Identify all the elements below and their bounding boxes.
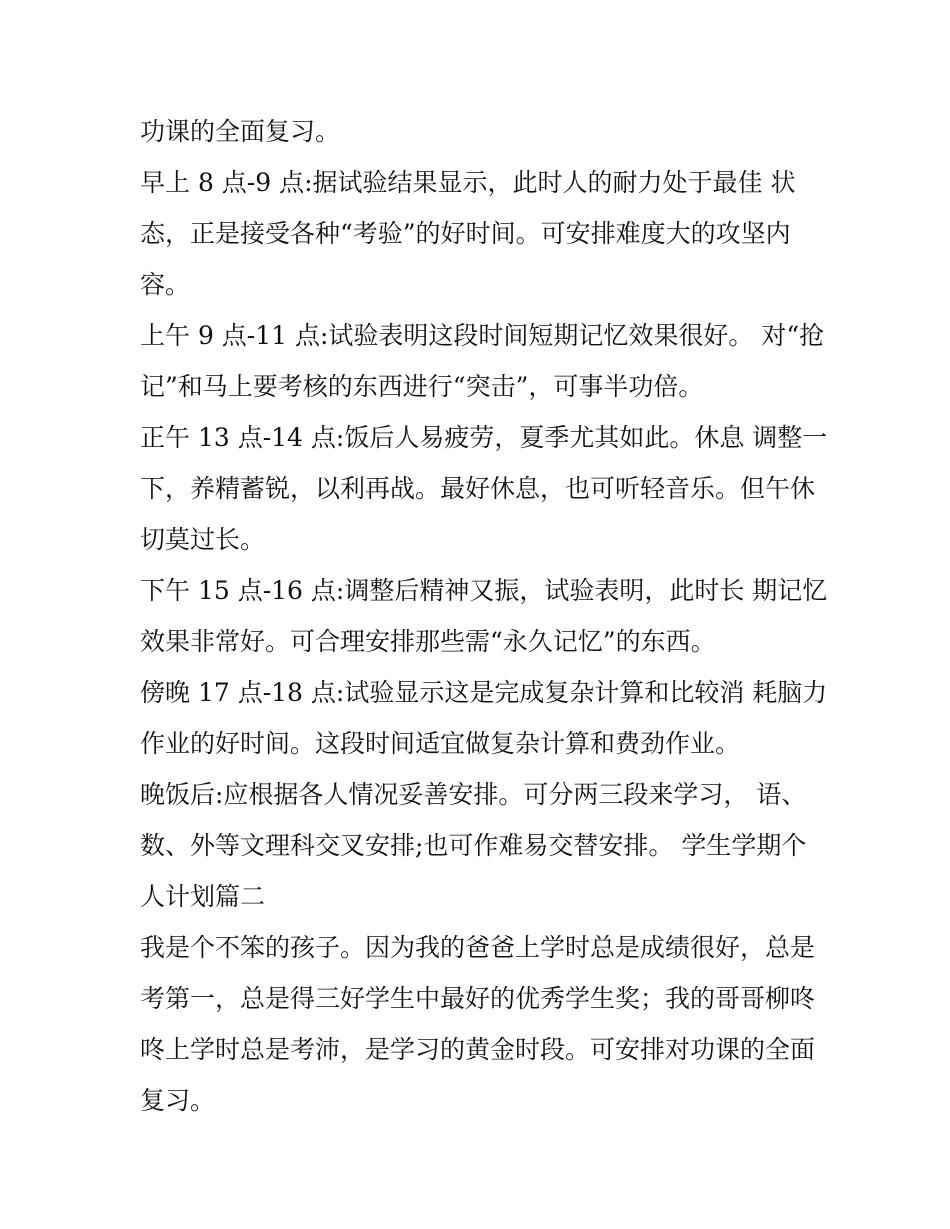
text-line: 晚饭后:应根据各人情况妥善安排。可分两三段来学习， 语、 xyxy=(140,780,807,809)
text-line: 下，养精蓄锐，以利再战。最好休息，也可听轻音乐。但午休 xyxy=(140,474,816,503)
text-line: 功课的全面复习。 xyxy=(140,117,341,146)
text-line: 复习。 xyxy=(140,1086,216,1115)
text-line: 我是个不笨的孩子。因为我的爸爸上学时总是成绩很好，总是 xyxy=(140,933,816,962)
text-line: 上午 9 点-11 点:试验表明这段时间短期记忆效果很好。 对“抢 xyxy=(140,321,825,350)
text-line: 记”和马上要考核的东西进行“突击”，可事半功倍。 xyxy=(140,372,704,401)
text-line: 切莫过长。 xyxy=(140,525,266,554)
text-line: 容。 xyxy=(140,270,191,299)
text-line: 态，正是接受各种“考验”的好时间。可安排难度大的攻坚内 xyxy=(140,219,791,248)
section-heading-line: 人计划篇二 xyxy=(140,882,266,911)
text-line: 下午 15 点-16 点:调整后精神又振，试验表明，此时长 期记忆 xyxy=(140,576,828,605)
text-line: 作业的好时间。这段时间适宜做复杂计算和费劲作业。 xyxy=(140,729,741,758)
text-line: 数、外等文理科交叉安排;也可作难易交替安排。 学生学期个 xyxy=(140,831,807,860)
text-line: 效果非常好。可合理安排那些需“永久记忆”的东西。 xyxy=(140,627,716,656)
text-line: 早上 8 点-9 点:据试验结果显示，此时人的耐力处于最佳 状 xyxy=(140,168,796,197)
text-line: 正午 13 点-14 点:饭后人易疲劳，夏季尤其如此。休息 调整一 xyxy=(140,423,828,452)
text-line: 考第一，总是得三好学生中最好的优秀学生奖；我的哥哥柳咚 xyxy=(140,984,816,1013)
text-line: 咚上学时总是考沛，是学习的黄金时段。可安排对功课的全面 xyxy=(140,1035,816,1064)
text-line: 傍晚 17 点-18 点:试验显示这是完成复杂计算和比较消 耗脑力 xyxy=(140,678,828,707)
document-body xyxy=(140,106,828,1126)
